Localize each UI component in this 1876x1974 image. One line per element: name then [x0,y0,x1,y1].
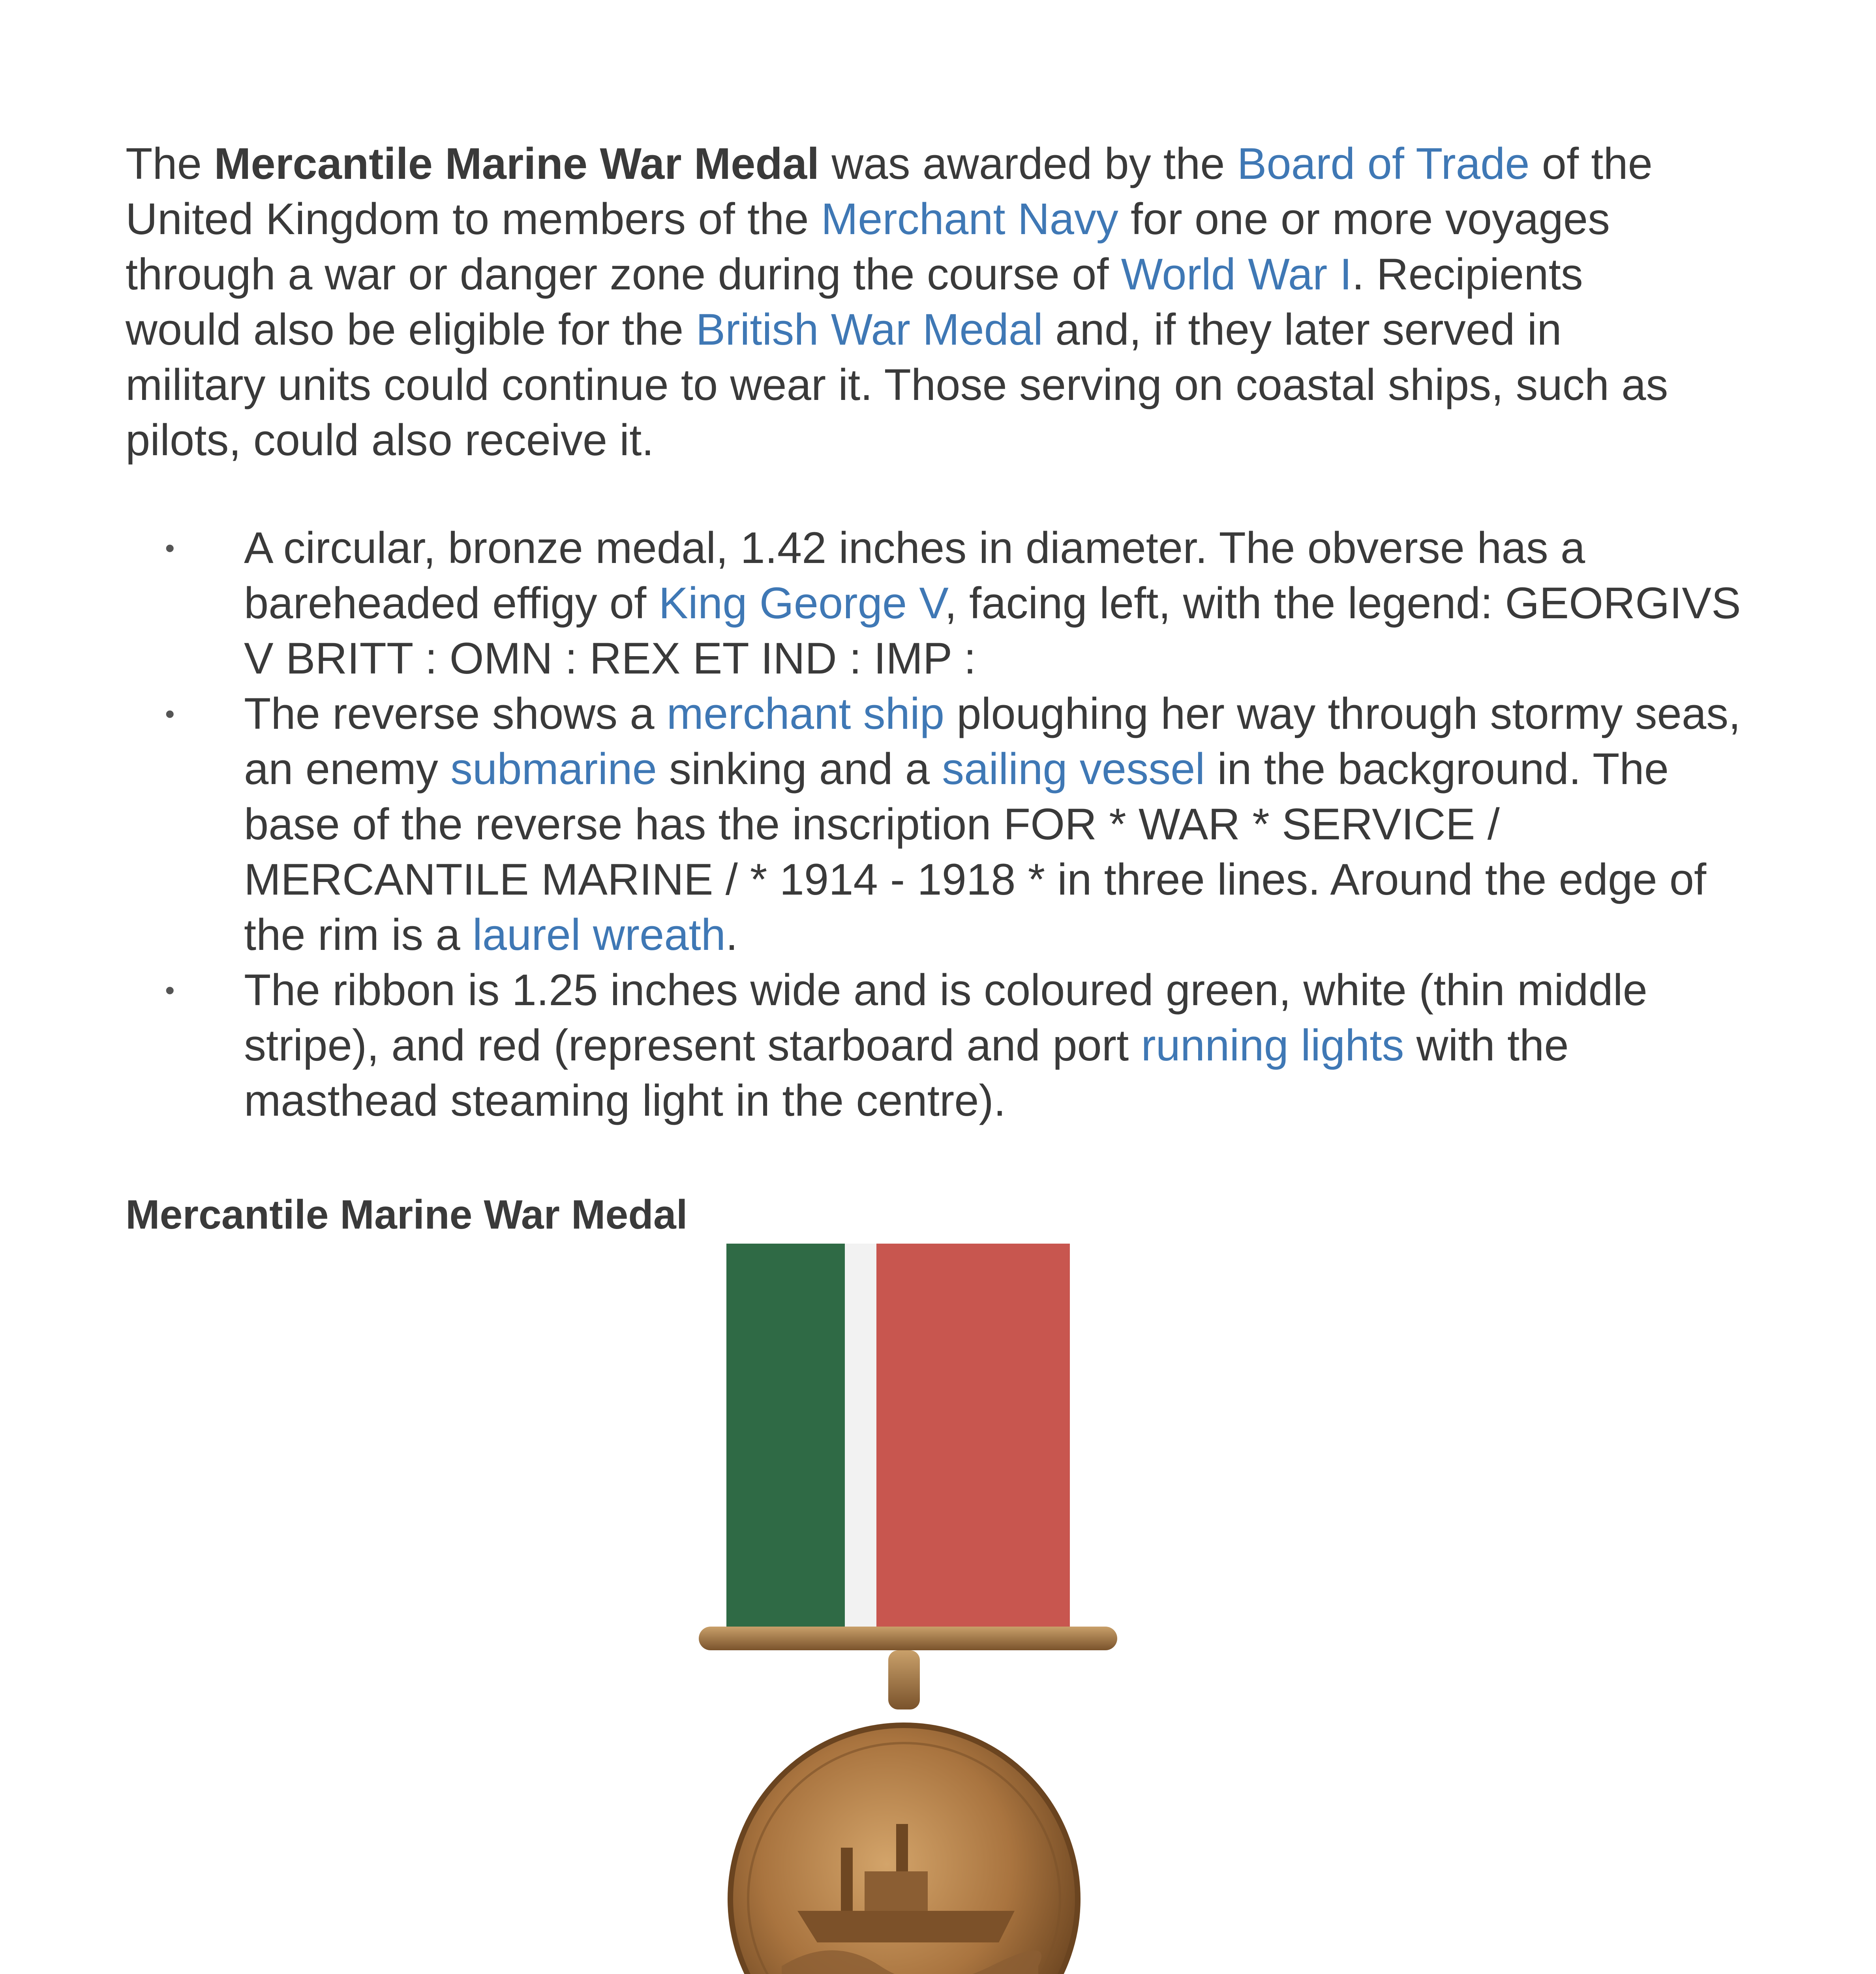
list-text: , facing left, with the legend: GEORGIVS V BRITT : OMN : REX ET IND : IMP : [244,578,1741,683]
list-text: sinking and a [657,744,942,794]
bullet-icon: • [165,975,175,1006]
link-king-george-v[interactable]: King George V [658,578,945,628]
link-submarine[interactable]: submarine [450,744,657,794]
intro-text: was awarded by the [819,139,1237,188]
link-laurel-wreath[interactable]: laurel wreath [472,910,726,959]
link-board-of-trade[interactable]: Board of Trade [1237,139,1530,188]
ship-hull-icon [797,1911,1015,1942]
link-merchant-navy[interactable]: Merchant Navy [821,194,1118,244]
list-text: The reverse shows a [244,689,667,738]
medal-image [691,1232,1145,1974]
medal-clasp [888,1650,920,1709]
list-text: ploughing her way through stormy seas, an enemy [244,689,1741,794]
ribbon-red-stripe [876,1244,1070,1627]
medal-section-title: Mercantile Marine War Medal [126,1192,688,1238]
link-sailing-vessel[interactable]: sailing vessel [942,744,1205,794]
medal-name-bold: Mercantile Marine War Medal [214,139,820,188]
ship-mast-icon [841,1848,853,1911]
list-text: A circular, bronze medal, 1.42 inches in diameter. The obverse has a bareheaded effigy of [244,523,1585,628]
list-item [126,963,1744,1128]
link-merchant-ship[interactable]: merchant ship [666,689,945,738]
list-text: The ribbon is 1.25 inches wide and is coloured green, white (thin middle stripe), and red (represent starboard and port [244,965,1647,1070]
list-text: with the masthead steaming light in the centre). [244,1021,1569,1125]
intro-text: The [126,139,214,188]
link-british-war-medal[interactable]: British War Medal [696,305,1043,354]
list-item [126,520,1744,686]
list-text: . [726,910,738,959]
intro-text: and, if they later served in military units could continue to wear it. Those serving on coastal ships, such as pilots, could also receive it. [126,305,1668,465]
description-list [126,520,1744,1128]
list-text: in the background. The base of the reverse has the inscription FOR * WAR * SERVICE / MERCANTILE MARINE / * 1914 - 1918 * in three lines. Around the edge of the rim is a [244,744,1707,959]
intro-paragraph [126,136,1685,468]
suspension-bar [699,1627,1117,1650]
intro-text: for one or more voyages through a war or danger zone during the course of [126,194,1610,299]
link-world-war-i[interactable]: World War I [1121,250,1352,299]
bullet-icon: • [165,698,175,729]
list-item [126,686,1744,963]
intro-text: of the United Kingdom to members of the [126,139,1653,244]
ship-deck-icon [865,1871,928,1911]
link-running-lights[interactable]: running lights [1141,1021,1404,1070]
intro-text: . Recipients would also be eligible for the [126,250,1583,354]
ribbon-white-stripe [845,1244,876,1627]
bullet-icon: • [165,533,175,563]
